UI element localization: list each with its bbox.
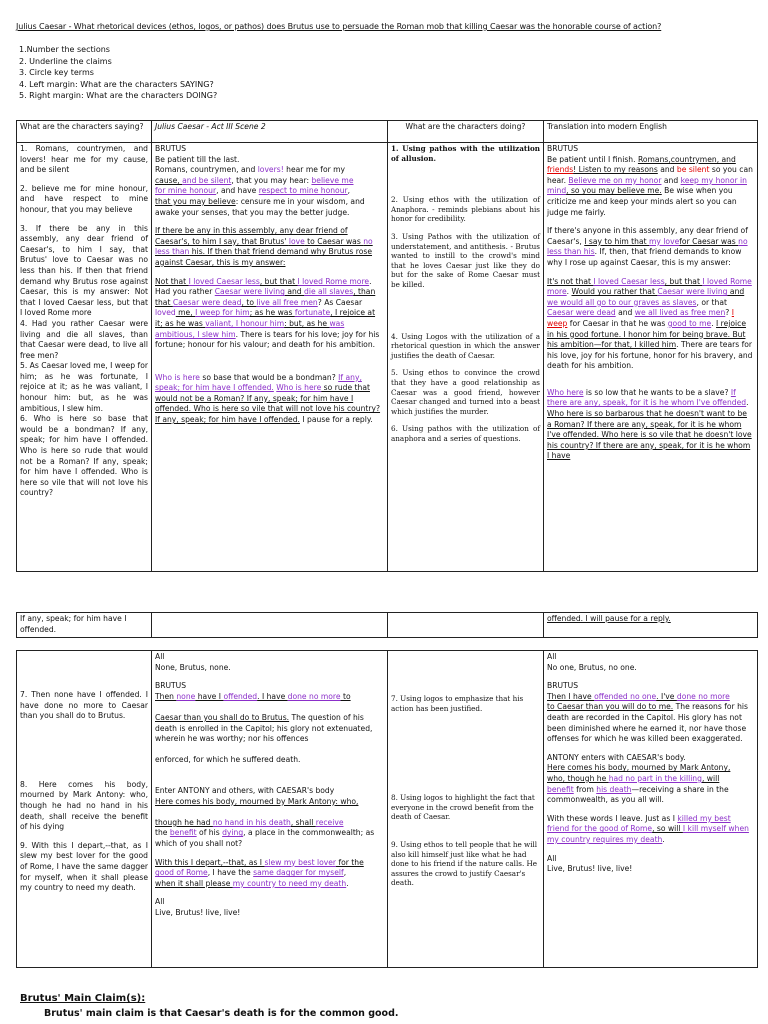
- text-span: Caesar than you shall do to Brutus.: [155, 712, 290, 722]
- text-span: .: [662, 834, 665, 844]
- text-span: , than that: [155, 287, 376, 307]
- text-span: : censure me in your wisdom, and awake your senses, that you may the better judge.: [155, 196, 365, 217]
- text-span: my country to need my death: [232, 878, 347, 888]
- text-span: Then I have: [547, 691, 595, 701]
- text-span: valiant, I honour him: [205, 318, 285, 328]
- text-span: . I have: [257, 691, 288, 701]
- text-span: good of Rome: [155, 868, 208, 878]
- speaker-label: BRUTUS: [155, 681, 187, 691]
- text-span: , shall: [290, 817, 316, 827]
- text-span: loved: [155, 308, 176, 318]
- text-span: for Caesar in that he was: [567, 318, 668, 328]
- translation-passage-8: [547, 753, 754, 806]
- text-span: to Caesar was: [304, 236, 364, 246]
- main-analysis-table: [16, 120, 758, 572]
- saying-item-5: 5. As Caesar loved me, I weep for him; as he was fortunate, I rejoice at it; as he was valiant, I honour him: but, as he was ambitious, I slew him.: [20, 361, 148, 413]
- text-span: Who is here: [155, 372, 200, 382]
- doing-column: [388, 651, 544, 968]
- saying-column: [17, 651, 152, 968]
- text-span: dying: [222, 828, 244, 838]
- text-span: , but that: [259, 276, 298, 286]
- main-claim-heading: Brutus' Main Claim(s):: [20, 993, 146, 1004]
- translation-column: [544, 651, 758, 968]
- translation-passage-7: [547, 692, 754, 745]
- play-passage-1: [155, 165, 384, 218]
- text-span: killed my best friend for the good of Rome: [547, 813, 731, 834]
- doing-item-2: 2. Using ethos with the utilization of Anaphora. - reminds plebians about his honor for credibility.: [391, 195, 540, 224]
- text-span: : but, as he: [284, 318, 330, 328]
- text-span: receive: [315, 817, 344, 827]
- text-span: die all slaves: [304, 287, 354, 297]
- text-span: his death: [596, 784, 632, 794]
- text-span: If there are any, speak, for it is he whom I've offended: [547, 387, 747, 408]
- text-span: I pause for a reply.: [299, 415, 373, 425]
- saying-item-6: 6. Who is here so base that would be a bondman? If any, speak; for him have I offended. Who is here so rude that would not be a Roman? If any, speak; for him have I offended. Who is here so vile that will not love his country?: [20, 414, 148, 498]
- text-span: Here comes his body, mourned by Mark Antony: who,: [155, 796, 359, 806]
- text-span: . If, then, that friend demands to know why I rose up against Caesar, this is my answer:: [547, 247, 742, 267]
- text-span: no hand in his death: [212, 817, 291, 827]
- text-span: .: [566, 287, 572, 297]
- text-span: Caesar were dead: [547, 308, 616, 318]
- text-span: though he had: [155, 817, 213, 827]
- text-span: Who here: [547, 387, 584, 397]
- text-span: ,: [343, 868, 347, 878]
- text-span: the: [155, 828, 170, 838]
- text-span: from: [573, 784, 597, 794]
- text-span: If any, speak; for him have I offended.: [155, 372, 362, 393]
- text-span: .: [346, 878, 349, 888]
- text-span: , and have: [216, 186, 259, 196]
- text-span: and: [615, 308, 635, 318]
- play-text-cell: [152, 613, 388, 638]
- text-span: and: [727, 287, 745, 297]
- text-span: me,: [175, 308, 196, 318]
- text-span: , I have the: [207, 868, 254, 878]
- worksheet-title: Julius Caesar - What rhetorical devices (ethos, logos, or pathos) does Brutus use to persuade the Roman mob that killing Caesar was the honorable course of action?: [16, 22, 662, 31]
- text-span: I loved Caesar less: [593, 276, 665, 286]
- play-passage-4: [155, 373, 384, 426]
- text-span: I weep: [547, 308, 734, 328]
- translation-passage-4: [547, 388, 754, 462]
- text-span: be silent: [676, 165, 710, 175]
- text-span: I loved Rome more: [547, 276, 752, 297]
- text-span: Romans,: [637, 154, 671, 164]
- translation-cell: offended. I will pause for a reply.: [544, 613, 758, 638]
- saying-item-2: 2. believe me for mine honour, and have respect to mine honour, that you may believe: [20, 183, 148, 214]
- text-span: believe me: [311, 175, 354, 185]
- text-span: .: [746, 398, 749, 408]
- text-span: live all free men: [256, 297, 318, 307]
- doing-cell: [388, 613, 544, 638]
- text-span: to Caesar than you will do to me.: [547, 702, 674, 712]
- translation-line: No one, Brutus, no one.: [547, 662, 637, 672]
- text-span: It's not that: [547, 276, 594, 286]
- text-span: for the: [336, 857, 364, 867]
- text-span: I say to him that: [584, 236, 650, 246]
- text-span: , a place in the commonwealth; as which of you shall not?: [155, 828, 375, 848]
- speaker-label: BRUTUS: [547, 681, 579, 691]
- text-span: ANTONY enters with CAESAR's body.: [547, 752, 686, 762]
- text-span: Who here is so barbarous that he doesn't want to be a Roman? If there are any, speak, for it is he whom I've offended. Who here is so vile that he doesn't love his country? If there are any, speak, for it is he whom I have: [547, 409, 752, 461]
- text-span: With these words I leave. Just as I: [547, 813, 678, 823]
- text-span: . I've: [656, 691, 677, 701]
- text-span: , to: [241, 297, 257, 307]
- text-span: , I rejoice at it; as he was: [155, 308, 376, 328]
- text-span: respect to mine honour: [258, 186, 348, 196]
- text-span: countrymen, and: [670, 154, 736, 164]
- text-span: . There is tears for his love; joy for his fortune; honour for his valour; and death for his ambition.: [155, 329, 380, 350]
- doing-item-4: 4. Using Logos with the utilization of a rhetorical question in which the answer justifies the death of Caesar.: [391, 331, 540, 360]
- text-span: lovers!: [257, 165, 284, 175]
- text-span: , will: [701, 773, 720, 783]
- doing-item-1: 1. Using pathos with the utilization of allusion.: [391, 144, 540, 163]
- text-span: done no more: [676, 691, 730, 701]
- text-span: , but that: [664, 276, 703, 286]
- text-span: Enter ANTONY and others, with CAESAR's body: [155, 785, 335, 795]
- text-span: so rude that would not be a Roman? If any, speak; for him have I offended. Who is here so vile that will not love his country? If any, speak; for him have I offended.: [155, 383, 381, 425]
- text-span: fortunate: [294, 308, 331, 318]
- instruction-item: 4. Left margin: What are the characters SAYING?: [19, 79, 214, 89]
- doing-item-6: 6. Using pathos with the utilization of anaphora and a series of questions.: [391, 424, 540, 443]
- text-span: Caesar were dead: [172, 297, 242, 307]
- text-span: was ambitious, I slew him: [155, 318, 345, 339]
- text-span: cause,: [155, 175, 183, 185]
- text-span: keep my honor in mind: [547, 175, 747, 196]
- text-span: ; as he was: [249, 308, 295, 318]
- play-passage-8: [155, 786, 384, 850]
- text-span: is so low that he wants to be a slave?: [583, 387, 731, 397]
- saying-item-9: 9. With this I depart,--that, as I slew my best lover for the good of Rome, I have the same dagger for myself, when it shall please my country to need my death.: [20, 840, 148, 893]
- text-span: . Had you rather: [155, 276, 372, 297]
- text-span: Would you rather that: [571, 287, 658, 297]
- text-span: ! Listen to my reasons: [573, 165, 658, 175]
- text-span: benefit: [547, 784, 574, 794]
- continuation-table: [16, 612, 758, 638]
- doing-item-8: 8. Using logos to highlight the fact that everyone in the crowd benefit from the death of Caesar.: [391, 793, 535, 822]
- text-span: we all lived as free men: [634, 308, 726, 318]
- saying-item-4: 4. Had you rather Caesar were living and die all slaves, than that Caesar were dead, to live all free men?: [20, 318, 148, 360]
- instruction-item: 5. Right margin: What are the characters DOING?: [19, 91, 218, 100]
- translation-line: Live, Brutus! live, live!: [547, 864, 633, 874]
- text-span: so you can hear.: [547, 165, 753, 185]
- text-span: . There are tears for his love, joy for his fortune, honor for his bravery, and death for his ambition.: [547, 340, 753, 371]
- text-span: slew my best lover: [264, 857, 337, 867]
- text-span: Who is here: [276, 383, 322, 393]
- text-span: so base that would be a bondman?: [199, 372, 339, 382]
- text-span: and: [657, 165, 677, 175]
- doing-item-5: 5. Using ethos to convince the crowd that they have a good relationship as Caesar was a good friend, however Caesar changed and turned into a beast which justifies the murder.: [391, 368, 540, 416]
- text-span: my love: [649, 236, 680, 246]
- play-line: None, Brutus, none.: [155, 662, 231, 672]
- translation-passage-1: [547, 155, 754, 219]
- text-span: enforced, for which he suffered death.: [155, 755, 301, 765]
- text-span: Romans, countrymen, and: [155, 165, 258, 175]
- speaker-label: All: [155, 652, 165, 661]
- instruction-item: 2. Underline the claims: [19, 56, 112, 66]
- text-span: offended no one: [594, 691, 657, 701]
- text-span: I loved Caesar less: [188, 276, 260, 286]
- saying-cell: If any, speak; for him have I offended.: [17, 613, 152, 638]
- text-span: love: [288, 236, 305, 246]
- text-span: no less than his: [547, 236, 748, 257]
- doing-item-9: 9. Using ethos to tell people that he will also kill himself just like what he had done to his friend if the nature calls. He assures the crowd to justify Caesar's death.: [391, 839, 538, 888]
- text-span: ? As Caesar: [317, 297, 363, 307]
- saying-item-8: 8. Here comes his body, mourned by Mark Antony: who, though he had no hand in his death, shall receive the benefit of his dying: [20, 779, 148, 832]
- header-translation: Translation into modern English: [544, 121, 758, 143]
- text-span: benefit: [169, 828, 197, 838]
- text-span: we would all go to our graves as slaves: [547, 297, 697, 307]
- play-passage-2: [155, 226, 384, 268]
- text-span: and be silent: [182, 175, 232, 185]
- text-span: , so you may believe me.: [566, 186, 662, 196]
- text-span: for Caesar was: [679, 236, 739, 246]
- saying-item-1: 1. Romans, countrymen, and lovers! hear me for my cause, and be silent: [20, 144, 148, 175]
- text-span: ,: [347, 186, 351, 196]
- text-span: of his: [196, 828, 223, 838]
- text-span: , that you may hear:: [231, 175, 312, 185]
- translation-column: [544, 143, 758, 572]
- text-span: If there's anyone in this assembly, any dear friend of Caesar's,: [547, 226, 748, 246]
- second-analysis-table: [16, 650, 758, 968]
- text-span: If there be any in this assembly, any dear friend of Caesar's, to him I say, that Brutus': [155, 226, 348, 246]
- text-span: and: [661, 175, 681, 185]
- text-span: I rejoice in his good fortune. I honor him for being brave. But his ambition—for that, I killed him: [547, 318, 747, 350]
- text-span: done no more: [287, 691, 341, 701]
- text-span: I weep for him: [195, 308, 250, 318]
- text-span: I loved Rome more: [297, 276, 370, 286]
- doing-item-3: 3. Using Pathos with the utilization of understatement, and antithesis. - Brutus wanted to instill to the crowd's mind that he loves Caesar just like they do but for the sake of Rome Caesar must be killed.: [391, 231, 540, 289]
- instructions-list: [19, 44, 217, 102]
- text-span: none: [176, 691, 196, 701]
- text-span: , or that: [696, 297, 727, 307]
- text-span: Here comes his body, mourned by Mark Antony,: [547, 763, 731, 773]
- text-span: Not that: [155, 276, 189, 286]
- text-span: who, though he: [547, 773, 609, 783]
- text-span: his. If then that friend demand why Brutus rose against Caesar, this is my answer:: [155, 247, 373, 267]
- doing-column: [388, 143, 544, 572]
- instruction-item: 3. Circle key terms: [19, 68, 94, 77]
- play-line: Be patient till the last.: [155, 154, 240, 164]
- text-span: hear me for my: [283, 165, 346, 175]
- play-passage-7: [155, 692, 384, 766]
- play-text-column: [152, 651, 388, 968]
- text-span: Believe me on my honor: [568, 175, 662, 185]
- text-span: —receiving a share in the commonwealth, as you all will.: [547, 784, 729, 805]
- text-span: that you may believe: [155, 196, 236, 206]
- saying-column: [17, 143, 152, 572]
- text-span: Caesar were living: [657, 287, 728, 297]
- text-span: and: [284, 287, 305, 297]
- text-span: have I: [195, 691, 224, 701]
- text-span: Then: [155, 691, 177, 701]
- play-passage-3: [155, 277, 384, 351]
- text-span: Be wise when you criticize me and keep your minds alert so you can judge me fairly.: [547, 186, 737, 217]
- text-span: when it shall please: [155, 878, 233, 888]
- text-span: Be patient until I finish.: [547, 154, 638, 164]
- header-saying: What are the characters saying?: [17, 121, 152, 143]
- translation-passage-2: [547, 226, 754, 268]
- translation-passage-3: [547, 277, 754, 372]
- text-span: offended: [223, 691, 258, 701]
- text-span: Caesar were living: [214, 287, 285, 297]
- text-span: I kill myself when my country requires my death: [547, 824, 749, 844]
- main-claim-text: Brutus' main claim is that Caesar's death is for the common good.: [44, 1008, 399, 1019]
- speaker-label: All: [547, 652, 557, 661]
- text-span: for mine honour: [155, 186, 217, 196]
- saying-item-7: 7. Then none have I offended. I have done no more to Caesar than you shall do to Brutus.: [20, 690, 148, 721]
- text-span: good to me: [667, 318, 712, 328]
- speaker-label: All: [547, 853, 557, 863]
- text-span: to: [340, 691, 351, 701]
- doing-item-7: 7. Using logos to emphasize that his action has been justified.: [391, 694, 524, 713]
- text-span: The reasons for his death are recorded in the Capitol. His glory has not been diminished where he earned it, nor have those offenses for which he was killed been exaggerated.: [547, 702, 748, 744]
- speaker-label: All: [155, 897, 165, 907]
- speaker-label: BRUTUS: [547, 144, 579, 153]
- speaker-label: BRUTUS: [155, 144, 187, 153]
- play-passage-9: [155, 858, 384, 890]
- header-play: Julius Caesar - Act III Scene 2: [152, 121, 388, 143]
- text-span: friends: [547, 165, 574, 175]
- text-span: no less than: [155, 236, 373, 257]
- text-span: .: [711, 318, 717, 328]
- text-span: , so will: [652, 824, 683, 834]
- text-span: same dagger for myself: [253, 868, 344, 878]
- text-span: ?: [725, 308, 732, 318]
- text-span: had no part in the killing: [608, 773, 702, 783]
- play-line: Live, Brutus! live, live!: [155, 907, 241, 917]
- header-doing: What are the characters doing?: [388, 121, 544, 143]
- text-span: With this I depart,--that, as I: [155, 857, 265, 867]
- saying-item-3: 3. If there be any in this assembly, any dear friend of Caesar's, to him I say, that Brutus' love to Caesar was no less than his. If then that friend demand why Brutus rose against Caesar, this is my answer: Not that I loved Caesar less, but that I loved Rome more: [20, 223, 148, 318]
- play-text-column: [152, 143, 388, 572]
- instruction-item: 1.Number the sections: [19, 45, 110, 54]
- translation-passage-9: [547, 814, 754, 846]
- text-span: The question of his death is enrolled in the Capitol; his glory not extenuated, wherein he was worthy; nor his offences: [155, 712, 373, 744]
